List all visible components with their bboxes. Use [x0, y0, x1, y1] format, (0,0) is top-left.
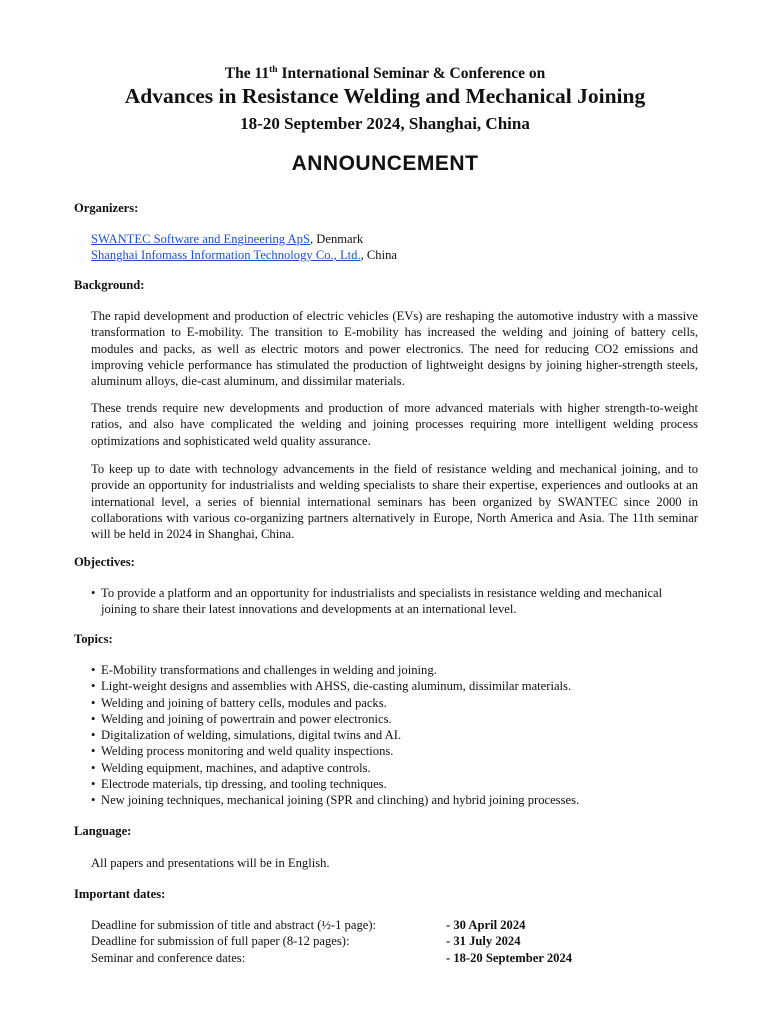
- organizer-country: , Denmark: [309, 232, 364, 246]
- date-row: [91, 950, 651, 966]
- date-place: 18-20 September 2024, Shanghai, China: [240, 114, 530, 133]
- date-value: - 31 July 2024: [446, 934, 521, 949]
- objectives-heading: Objectives:: [74, 555, 135, 569]
- date-value: - 30 April 2024: [446, 918, 526, 932]
- date-row: [91, 933, 651, 949]
- topic-item: • Welding process monitoring and weld quality inspections.: [91, 743, 711, 759]
- topic-item: • Welding and joining of battery cells, modules and packs.: [91, 695, 711, 711]
- pre-title-text: International Seminar & Conference on: [277, 65, 546, 82]
- language-text: All papers and presentations will be in English.: [91, 856, 330, 870]
- dates-table: [91, 917, 651, 966]
- background-heading: Background:: [74, 278, 145, 292]
- pre-title: [0, 66, 770, 82]
- pre-title-superscript: th: [269, 64, 278, 75]
- announcement-heading: ANNOUNCEMENT: [291, 152, 479, 175]
- date-label: Seminar and conference dates:: [91, 950, 246, 965]
- date-row: [91, 917, 651, 933]
- topic-item: • Electrode materials, tip dressing, and tooling techniques.: [91, 776, 711, 792]
- date-value: - 18-20 September 2024: [446, 950, 573, 965]
- main-title: Advances in Resistance Welding and Mechanical Joining: [124, 84, 646, 108]
- organizer-link-swantec[interactable]: SWANTEC Software and Engineering ApS: [91, 232, 310, 246]
- organizer-link-infomass[interactable]: Shanghai Infomass Information Technology Co., Ltd.: [91, 248, 361, 263]
- date-label: Deadline for submission of title and abstract (½-1 page):: [91, 918, 377, 932]
- topics-list: [91, 662, 711, 809]
- pre-title-ordinal: The 11: [224, 65, 270, 82]
- background-paragraph-2: These trends require new developments and production of more advanced materials with higher strength-to-weight ratios, and also have complicated the welding and joining processes requiring more intelligent welding process optimizations and sophisticated weld quality assurance.: [91, 401, 698, 448]
- topic-item: • New joining techniques, mechanical joining (SPR and clinching) and hybrid joining processes.: [91, 792, 711, 808]
- background-paragraph-1: The rapid development and production of electric vehicles (EVs) are reshaping the automotive industry with a massive transformation to E-mobility. The transition to E-mobility has increased the welding and joining of battery cells, modules and packs, as well as electric motors and power electronics. The need for reducing CO2 emissions and improving vehicle performance has stimulated the production of lightweight designs by joining higher-strength steels, aluminum alloys, die-cast aluminum, and dissimilar materials.: [91, 309, 698, 389]
- organizers-heading: Organizers:: [74, 201, 139, 215]
- organizer-item: [91, 231, 698, 247]
- objective-item: • To provide a platform and an opportunity for industrialists and specialists in resistance welding and mechanical joining to share their latest innovations and developments at an international level.: [91, 585, 681, 618]
- organizers-list: [91, 231, 698, 264]
- topic-item: • Light-weight designs and assemblies with AHSS, die-casting aluminum, dissimilar materials.: [91, 678, 711, 694]
- organizer-item: [91, 247, 698, 263]
- topic-item: • Digitalization of welding, simulations, digital twins and AI.: [91, 727, 711, 743]
- topics-heading: Topics:: [74, 632, 113, 646]
- date-label: Deadline for submission of full paper (8-12 pages):: [91, 934, 350, 949]
- topic-item: • Welding and joining of powertrain and power electronics.: [91, 711, 711, 727]
- objectives-list: [91, 585, 681, 618]
- topic-item: • E-Mobility transformations and challenges in welding and joining.: [91, 662, 711, 678]
- background-paragraph-3: To keep up to date with technology advancements in the field of resistance welding and mechanical joining, and to provide an opportunity for industrialists and welding specialists to share their expertise, experiences and outlooks at an international level, a series of biennial international seminars has been organized by SWANTEC since 2000 in collaborations with various co-organizing partners alternatively in Europe, North America and Asia. The 11th seminar will be held in 2024 in Shanghai, China.: [91, 462, 698, 542]
- language-heading: Language:: [74, 824, 132, 838]
- dates-heading: Important dates:: [74, 887, 166, 901]
- organizer-country: , China: [360, 248, 397, 263]
- topic-item: • Welding equipment, machines, and adaptive controls.: [91, 760, 711, 776]
